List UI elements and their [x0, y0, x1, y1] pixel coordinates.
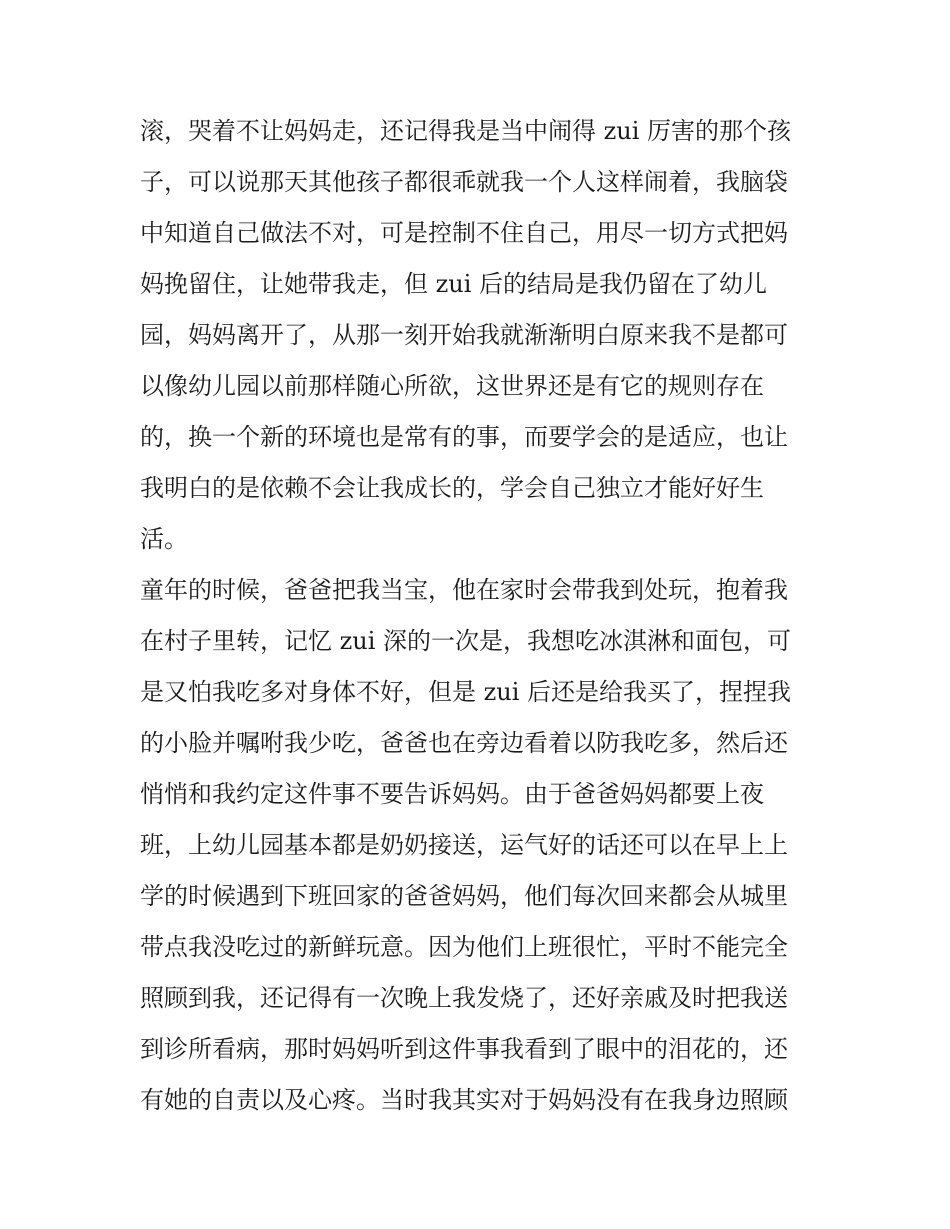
text-line: 班，上幼儿园基本都是奶奶接送，运气好的话还可以在早上上 [140, 831, 788, 859]
text-line: 有她的自责以及心疼。当时我其实对于妈妈没有在我身边照顾 [140, 1086, 788, 1114]
document-body [140, 106, 820, 1126]
text-line: 在村子里转，记忆 zui 深的一次是，我想吃冰淇淋和面包，可 [140, 627, 792, 655]
text-line: 我明白的是依赖不会让我成长的，学会自己独立才能好好生 [140, 474, 764, 502]
text-line: 悄悄和我约定这件事不要告诉妈妈。由于爸爸妈妈都要上夜 [140, 780, 764, 808]
text-line: 学的时候遇到下班回家的爸爸妈妈，他们每次回来都会从城里 [140, 882, 788, 910]
text-line: 带点我没吃过的新鲜玩意。因为他们上班很忙，平时不能完全 [140, 933, 788, 961]
text-line: 妈挽留住，让她带我走，但 zui 后的结局是我仍留在了幼儿 [140, 270, 768, 298]
text-line: 中知道自己做法不对，可是控制不住自己，用尽一切方式把妈 [140, 219, 788, 247]
text-line: 园，妈妈离开了，从那一刻开始我就渐渐明白原来我不是都可 [140, 321, 788, 349]
text-line: 以像幼儿园以前那样随心所欲，这世界还是有它的规则存在 [140, 372, 764, 400]
text-line: 照顾到我，还记得有一次晚上我发烧了，还好亲戚及时把我送 [140, 984, 788, 1012]
paragraph-2 [140, 565, 820, 1126]
text-line: 滚，哭着不让妈妈走，还记得我是当中闹得 zui 厉害的那个孩 [140, 117, 792, 145]
text-line: 子，可以说那天其他孩子都很乖就我一个人这样闹着，我脑袋 [140, 168, 788, 196]
text-line: 到诊所看病，那时妈妈听到这件事我看到了眼中的泪花的，还 [140, 1035, 788, 1063]
text-line: 的，换一个新的环境也是常有的事，而要学会的是适应，也让 [140, 423, 788, 451]
text-line: 童年的时候，爸爸把我当宝，他在家时会带我到处玩，抱着我 [140, 576, 788, 604]
text-line: 活。 [140, 525, 188, 553]
paragraph-1 [140, 106, 820, 565]
text-line: 的小脸并嘱咐我少吃，爸爸也在旁边看着以防我吃多，然后还 [140, 729, 788, 757]
text-line: 是又怕我吃多对身体不好，但是 zui 后还是给我买了，捏捏我 [140, 678, 792, 706]
